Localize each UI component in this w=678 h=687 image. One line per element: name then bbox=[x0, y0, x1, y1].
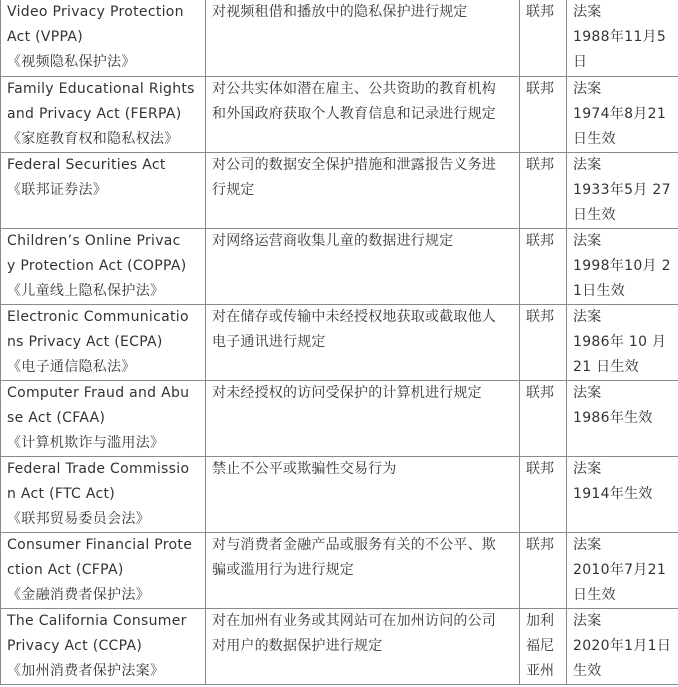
law-type-date-line: 21 日生效 bbox=[573, 358, 640, 375]
law-name-cell bbox=[1, 380, 206, 456]
law-scope-line: 联邦 bbox=[526, 384, 554, 401]
law-name-line: n Act (FTC Act) bbox=[7, 485, 115, 502]
law-description-cell bbox=[206, 76, 520, 152]
law-type-date-line: 法案 bbox=[573, 384, 602, 401]
law-type-date-line: 日生效 bbox=[573, 586, 616, 603]
law-description-line: 对未经授权的访问受保护的计算机进行规定 bbox=[212, 384, 482, 401]
law-description-cell bbox=[206, 608, 520, 684]
law-scope-cell bbox=[520, 76, 567, 152]
law-name-line: Computer Fraud and Abu bbox=[7, 384, 190, 401]
law-description-line: 电子通讯进行规定 bbox=[212, 333, 326, 350]
law-name-line: 《金融消费者保护法》 bbox=[7, 586, 150, 603]
law-scope-line: 联邦 bbox=[526, 460, 554, 477]
law-type-date-line: 法案 bbox=[573, 232, 602, 249]
law-type-date-line: 法案 bbox=[573, 80, 602, 97]
law-type-date-line: 生效 bbox=[573, 662, 602, 679]
law-scope-line: 联邦 bbox=[526, 536, 554, 553]
law-name-line: y Protection Act (COPPA) bbox=[7, 257, 187, 274]
law-description-line: 对与消费者金融产品或服务有关的不公平、欺 bbox=[212, 536, 496, 553]
law-type-date-line: 法案 bbox=[573, 156, 602, 173]
law-name-line: ction Act (CFPA) bbox=[7, 561, 124, 578]
law-scope-cell bbox=[520, 228, 567, 304]
table-row bbox=[1, 304, 678, 380]
law-name-line: se Act (CFAA) bbox=[7, 409, 106, 426]
law-scope-line: 加利 bbox=[526, 612, 554, 629]
table-row bbox=[1, 0, 678, 76]
law-type-date-cell bbox=[567, 380, 678, 456]
law-table-body bbox=[1, 0, 678, 684]
law-description-cell bbox=[206, 532, 520, 608]
law-name-line: Privacy Act (CCPA) bbox=[7, 637, 143, 654]
law-description-cell bbox=[206, 228, 520, 304]
law-type-date-line: 1998年10月 2 bbox=[573, 257, 671, 274]
law-type-date-line: 法案 bbox=[573, 460, 602, 477]
law-type-date-cell bbox=[567, 456, 678, 532]
law-type-date-line: 日生效 bbox=[573, 206, 616, 223]
law-type-date-cell bbox=[567, 0, 678, 76]
law-type-date-line: 1974年8月21 bbox=[573, 105, 667, 122]
law-name-line: 《联邦证券法》 bbox=[7, 181, 108, 198]
law-scope-line: 亚州 bbox=[526, 662, 554, 679]
law-scope-cell bbox=[520, 456, 567, 532]
law-name-line: Act (VPPA) bbox=[7, 29, 84, 45]
law-scope-cell bbox=[520, 532, 567, 608]
law-name-line: Federal Trade Commissio bbox=[7, 460, 190, 477]
table-row bbox=[1, 152, 678, 228]
law-type-date-cell bbox=[567, 152, 678, 228]
law-name-line: 《电子通信隐私法》 bbox=[7, 358, 136, 375]
law-scope-cell bbox=[520, 304, 567, 380]
table-row bbox=[1, 76, 678, 152]
law-name-line: Electronic Communicatio bbox=[7, 308, 189, 325]
law-name-cell bbox=[1, 0, 206, 76]
law-scope-cell bbox=[520, 608, 567, 684]
law-name-line: and Privacy Act (FERPA) bbox=[7, 105, 182, 122]
law-type-date-line: 1日生效 bbox=[573, 282, 626, 299]
law-name-line: 《计算机欺诈与滥用法》 bbox=[7, 434, 165, 451]
law-name-cell bbox=[1, 228, 206, 304]
table-row bbox=[1, 532, 678, 608]
law-name-line: 《视频隐私保护法》 bbox=[7, 54, 136, 70]
law-type-date-line: 2020年1月1日 bbox=[573, 637, 672, 654]
law-type-date-line: 2010年7月21 bbox=[573, 561, 667, 578]
law-type-date-line: 1986年生效 bbox=[573, 409, 653, 426]
law-name-line: Federal Securities Act bbox=[7, 156, 166, 173]
law-description-line: 禁止不公平或欺骗性交易行为 bbox=[212, 460, 397, 477]
law-description-line: 对公司的数据安全保护措施和泄露报告义务进 bbox=[212, 156, 496, 173]
law-type-date-cell bbox=[567, 228, 678, 304]
law-description-line: 对用户的数据保护进行规定 bbox=[212, 637, 383, 654]
law-name-cell bbox=[1, 456, 206, 532]
table-row bbox=[1, 380, 678, 456]
table-row bbox=[1, 228, 678, 304]
law-type-date-cell bbox=[567, 304, 678, 380]
law-name-line: 《联邦贸易委员会法》 bbox=[7, 510, 150, 527]
law-scope-line: 联邦 bbox=[526, 156, 554, 173]
law-name-line: ns Privacy Act (ECPA) bbox=[7, 333, 163, 350]
law-scope-cell bbox=[520, 152, 567, 228]
table-row bbox=[1, 608, 678, 684]
law-type-date-cell bbox=[567, 532, 678, 608]
law-description-cell bbox=[206, 0, 520, 76]
law-type-date-line: 日 bbox=[573, 54, 588, 70]
law-type-date-line: 1933年5月 27 bbox=[573, 181, 671, 198]
law-description-cell bbox=[206, 304, 520, 380]
law-scope-cell bbox=[520, 380, 567, 456]
law-description-cell bbox=[206, 152, 520, 228]
law-type-date-line: 1988年11月5 bbox=[573, 29, 667, 45]
law-description-cell bbox=[206, 456, 520, 532]
law-description-line: 对在储存或传输中未经授权地获取或截取他人 bbox=[212, 308, 496, 325]
law-type-date-line: 1986年 10 月 bbox=[573, 333, 667, 350]
law-description-line: 对公共实体如潜在雇主、公共资助的教育机构 bbox=[212, 80, 496, 97]
law-name-line: Consumer Financial Prote bbox=[7, 536, 193, 553]
law-scope-line: 福尼 bbox=[526, 637, 554, 654]
law-name-cell bbox=[1, 152, 206, 228]
law-type-date-line: 法案 bbox=[573, 308, 602, 325]
law-scope-line: 联邦 bbox=[526, 232, 554, 249]
law-name-line: 《家庭教育权和隐私权法》 bbox=[7, 130, 179, 147]
law-scope-line: 联邦 bbox=[526, 4, 554, 20]
law-description-line: 行规定 bbox=[212, 181, 255, 198]
law-type-date-line: 日生效 bbox=[573, 130, 616, 147]
law-name-line: 《加州消费者保护法案》 bbox=[7, 662, 165, 679]
law-type-date-line: 1914年生效 bbox=[573, 485, 653, 502]
law-scope-line: 联邦 bbox=[526, 80, 554, 97]
law-name-cell bbox=[1, 532, 206, 608]
law-name-line: The California Consumer bbox=[7, 612, 187, 629]
law-description-line: 和外国政府获取个人教育信息和记录进行规定 bbox=[212, 105, 496, 122]
law-scope-cell bbox=[520, 0, 567, 76]
law-description-line: 对在加州有业务或其网站可在加州访问的公司 bbox=[212, 612, 496, 629]
law-type-date-cell bbox=[567, 608, 678, 684]
law-name-line: Family Educational Rights bbox=[7, 80, 195, 97]
law-name-cell bbox=[1, 76, 206, 152]
law-description-line: 对网络运营商收集儿童的数据进行规定 bbox=[212, 232, 454, 249]
table-row bbox=[1, 456, 678, 532]
law-name-line: Children’s Online Privac bbox=[7, 232, 181, 249]
law-name-cell bbox=[1, 608, 206, 684]
law-name-line: Video Privacy Protection bbox=[7, 4, 184, 20]
law-description-line: 骗或滥用行为进行规定 bbox=[212, 561, 354, 578]
law-description-line: 对视频租借和播放中的隐私保护进行规定 bbox=[212, 4, 468, 20]
law-type-date-line: 法案 bbox=[573, 612, 602, 629]
law-name-line: 《儿童线上隐私保护法》 bbox=[7, 282, 165, 299]
law-name-cell bbox=[1, 304, 206, 380]
law-description-cell bbox=[206, 380, 520, 456]
law-type-date-line: 法案 bbox=[573, 4, 602, 20]
law-scope-line: 联邦 bbox=[526, 308, 554, 325]
law-type-date-line: 法案 bbox=[573, 536, 602, 553]
law-type-date-cell bbox=[567, 76, 678, 152]
